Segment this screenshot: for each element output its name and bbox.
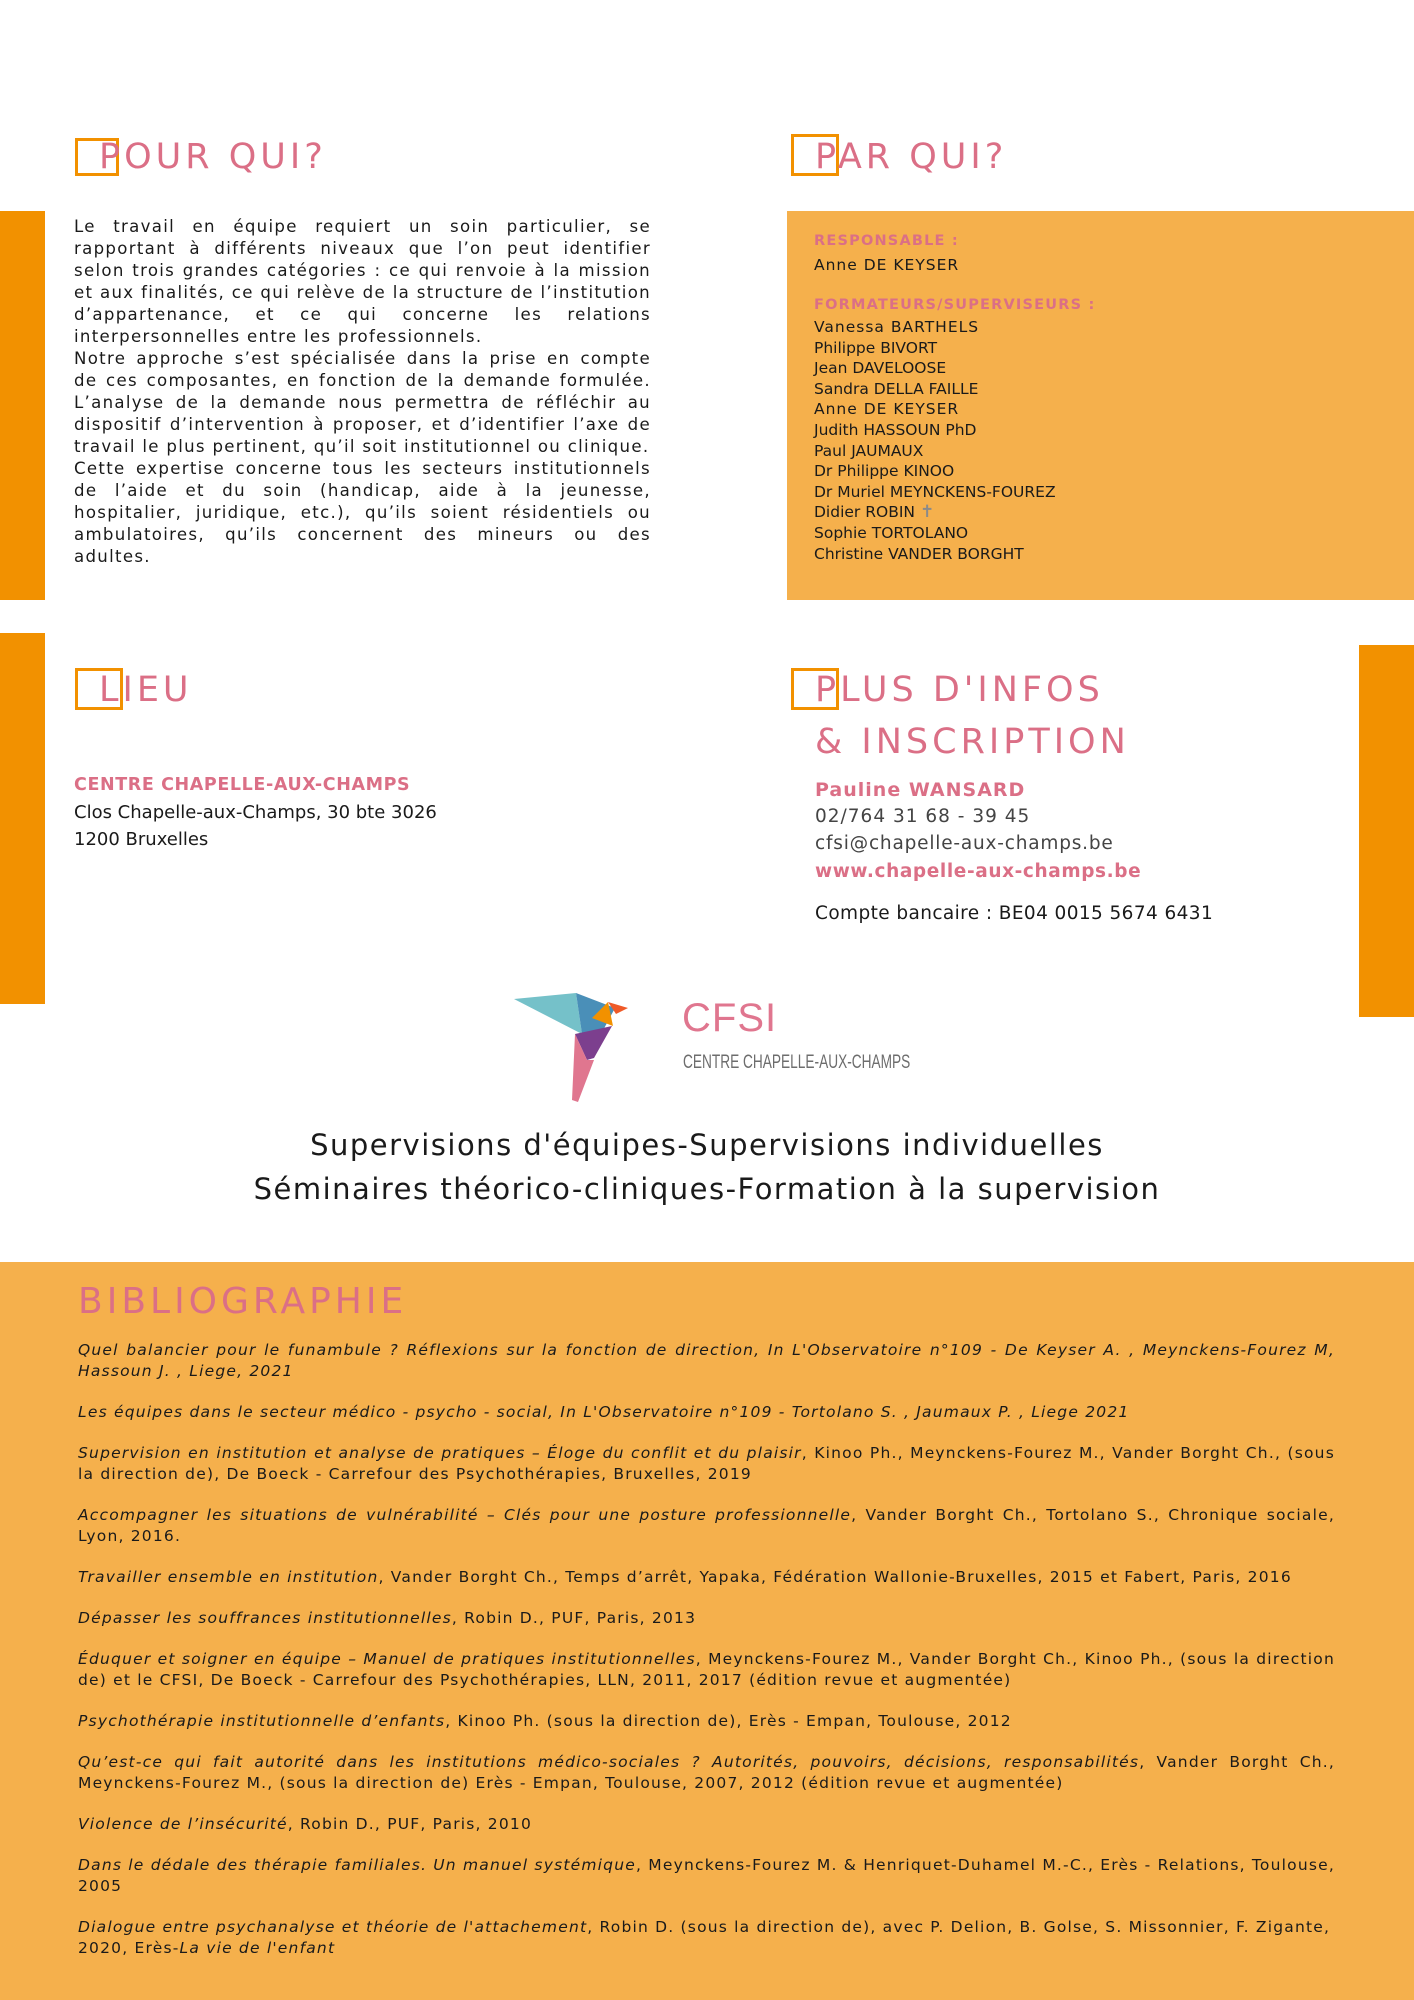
formateurs-label: FORMATEURS/SUPERVISEURS : bbox=[814, 297, 1096, 313]
logo-subtitle: CENTRE CHAPELLE-AUX-CHAMPS bbox=[683, 1052, 911, 1073]
infos-heading-line1: PLUS D'INFOS bbox=[815, 670, 1104, 710]
bibliography-collection: La vie de l'enfant bbox=[179, 1939, 336, 1957]
bibliography-entry bbox=[78, 1567, 1335, 1588]
bibliography-entry bbox=[78, 1443, 1335, 1485]
lieu-address-line2: 1200 Bruxelles bbox=[74, 829, 209, 850]
bibliography-entry bbox=[78, 1340, 1335, 1382]
responsable-name: Anne DE KEYSER bbox=[814, 256, 960, 274]
formateur-item: Didier ROBIN bbox=[814, 503, 915, 522]
bibliography-title: Violence de l’insécurité bbox=[78, 1815, 288, 1833]
logo-acronym: CFSI bbox=[682, 996, 778, 1040]
left-accent-bar-top bbox=[0, 211, 45, 600]
bank-account: Compte bancaire : BE04 0015 5674 6431 bbox=[815, 903, 1214, 924]
bibliography-title: Accompagner les situations de vulnérabilité – Clés pour une posture professionnelle bbox=[78, 1506, 852, 1524]
lieu-name: CENTRE CHAPELLE-AUX-CHAMPS bbox=[74, 775, 411, 795]
infos-heading-line2: & INSCRIPTION bbox=[815, 722, 1130, 762]
formateur-item: Sandra DELLA FAILLE bbox=[814, 379, 979, 398]
formateur-item-with-cross bbox=[814, 502, 1056, 523]
formateur-item: Paul JAUMAUX bbox=[814, 441, 924, 460]
bibliography-entry bbox=[78, 1649, 1335, 1691]
bibliographie-panel bbox=[0, 1262, 1414, 2000]
contact-phone: 02/764 31 68 - 39 45 bbox=[815, 806, 1031, 827]
pour-qui-paragraph: Le travail en équipe requiert un soin particulier, se rapportant à différents niveaux que l’on peut identifier selon trois grandes catégories : ce qui renvoie à la mission et aux finalités, ce qui relève de la structure de l’institution d’appartenance, et ce qui concerne les relations interpersonnelles entre les professionnels. bbox=[74, 217, 651, 346]
bibliography-title: Dépasser les souffrances institutionnelles bbox=[78, 1609, 452, 1627]
formateurs-list bbox=[814, 317, 1056, 564]
formateur-item: Sophie TORTOLANO bbox=[814, 523, 969, 542]
contact-email[interactable]: cfsi@chapelle-aux-champs.be bbox=[815, 833, 1114, 854]
bibliography-details: , Kinoo Ph., Meynckens-Fourez M., Vander Borght Ch., (sous la direction de), De Boeck - Carrefour des Psychothérapies, Bruxelles, 2019 bbox=[78, 1444, 1335, 1483]
formateur-item: Dr Muriel MEYNCKENS-FOUREZ bbox=[814, 482, 1056, 501]
bibliography-details: , Meynckens-Fourez M., Vander Borght Ch., Kinoo Ph., (sous la direction de) et le CFSI, De Boeck - Carrefour des Psychothérapies, LLN, 2011, 2017 (édition revue et augmentée) bbox=[78, 1650, 1335, 1689]
bibliography-details: , Meynckens-Fourez M. & Henriquet-Duhamel M.-C., Erès - Relations, Toulouse, 2005 bbox=[78, 1856, 1335, 1895]
bibliography-entry bbox=[78, 1711, 1335, 1732]
bibliography-entry bbox=[78, 1855, 1335, 1897]
website-link[interactable]: www.chapelle-aux-champs.be bbox=[815, 861, 1142, 882]
formateur-item: Dr Philippe KINOO bbox=[814, 462, 955, 481]
bibliography-title: Quel balancier pour le funambule ? Réflexions sur la fonction de direction, In L'Observatoire n°109 - De Keyser A. , Meynckens-Fourez M, Hassoun J. , Liege, 2021 bbox=[78, 1341, 1335, 1380]
cross-icon: ✝ bbox=[919, 502, 935, 523]
bibliography-entry bbox=[78, 1505, 1335, 1547]
bibliography-details: , Kinoo Ph. (sous la direction de), Erès - Empan, Toulouse, 2012 bbox=[445, 1712, 1012, 1730]
left-accent-bar-bottom bbox=[0, 633, 45, 1004]
pour-qui-heading: POUR QUI? bbox=[99, 137, 327, 177]
bibliography-entry bbox=[78, 1752, 1335, 1794]
tagline-line2: Séminaires théorico-cliniques-Formation à la supervision bbox=[253, 1172, 1161, 1206]
bibliography-entry bbox=[78, 1814, 1335, 1835]
bibliography-list bbox=[78, 1340, 1335, 1979]
bibliography-entry bbox=[78, 1917, 1335, 1959]
bibliography-title: Qu’est-ce qui fait autorité dans les institutions médico-sociales ? Autorités, pouvoirs, décisions, responsabilités bbox=[78, 1753, 1140, 1771]
bibliography-entry bbox=[78, 1402, 1335, 1423]
bibliography-details: , Vander Borght Ch., Meynckens-Fourez M., (sous la direction de) Erès - Empan, Toulouse, 2007, 2012 (édition revue et augmentée) bbox=[78, 1753, 1336, 1792]
cfsi-logo bbox=[512, 990, 911, 1105]
formateur-item: Philippe BIVORT bbox=[814, 338, 938, 357]
bibliography-details: , Vander Borght Ch., Temps d’arrêt, Yapaka, Fédération Wallonie-Bruxelles, 2015 et Fabert, Paris, 2016 bbox=[378, 1568, 1292, 1586]
bibliography-title: Dialogue entre psychanalyse et théorie de l'attachement bbox=[78, 1918, 588, 1936]
bibliography-title: Supervision en institution et analyse de pratiques – Éloge du conflit et du plaisir bbox=[78, 1444, 802, 1462]
bibliography-entry bbox=[78, 1608, 1335, 1629]
right-accent-bar bbox=[1359, 645, 1414, 1017]
tagline-line1: Supervisions d'équipes-Supervisions individuelles bbox=[310, 1128, 1104, 1162]
par-qui-panel bbox=[787, 211, 1414, 600]
bibliography-title: Éduquer et soigner en équipe – Manuel de pratiques institutionnelles bbox=[78, 1650, 696, 1668]
formateur-item: Jean DAVELOOSE bbox=[814, 359, 947, 378]
formateur-item: Judith HASSOUN PhD bbox=[814, 420, 977, 439]
lieu-address-line1: Clos Chapelle-aux-Champs, 30 bte 3026 bbox=[74, 802, 437, 823]
contact-name: Pauline WANSARD bbox=[815, 779, 1026, 801]
bibliography-title: Dans le dédale des thérapie familiales. Un manuel systémique bbox=[78, 1856, 636, 1874]
formateur-item: Vanessa BARTHELS bbox=[814, 318, 980, 336]
bibliography-title: Travailler ensemble en institution bbox=[78, 1568, 379, 1586]
bibliography-details: , Robin D., PUF, Paris, 2010 bbox=[287, 1815, 533, 1833]
pour-qui-paragraph: Cette expertise concerne tous les secteurs institutionnels de l’aide et du soin (handicap, aide à la jeunesse, hospitalier, juridique, etc.), qu’ils soient résidentiels ou ambulatoires, qu’ils concernent des mineurs ou des adultes. bbox=[74, 459, 651, 566]
bibliography-details: , Robin D., PUF, Paris, 2013 bbox=[451, 1609, 697, 1627]
formateur-item: Anne DE KEYSER bbox=[814, 400, 960, 419]
bird-logo-icon bbox=[512, 990, 662, 1105]
bibliography-details: , Vander Borght Ch., Tortolano S., Chronique sociale, Lyon, 2016. bbox=[78, 1506, 1335, 1545]
pour-qui-paragraph: Notre approche s’est spécialisée dans la prise en compte de ces composantes, en fonction de la demande formulée. L’analyse de la demande nous permettra de réfléchir au dispositif d’intervention à proposer, et d’identifier l’axe de travail le plus pertinent, qu’il soit institutionnel ou clinique. bbox=[74, 349, 651, 456]
bibliography-details: , Robin D. (sous la direction de), avec P. Delion, B. Golse, S. Missonnier, F. Zigante, 2020, Erès- bbox=[78, 1918, 1331, 1957]
pour-qui-text bbox=[74, 216, 651, 568]
lieu-heading: LIEU bbox=[99, 670, 193, 710]
bibliography-title: Les équipes dans le secteur médico - psycho - social, In L'Observatoire n°109 - Tortolano S. , Jaumaux P. , Liege 2021 bbox=[78, 1403, 1130, 1421]
formateur-item: Christine VANDER BORGHT bbox=[814, 544, 1024, 563]
bibliographie-heading: BIBLIOGRAPHIE bbox=[78, 1281, 408, 1322]
par-qui-heading: PAR QUI? bbox=[815, 137, 1008, 177]
responsable-label: RESPONSABLE : bbox=[814, 233, 959, 249]
bibliography-title: Psychothérapie institutionnelle d’enfants bbox=[78, 1712, 446, 1730]
